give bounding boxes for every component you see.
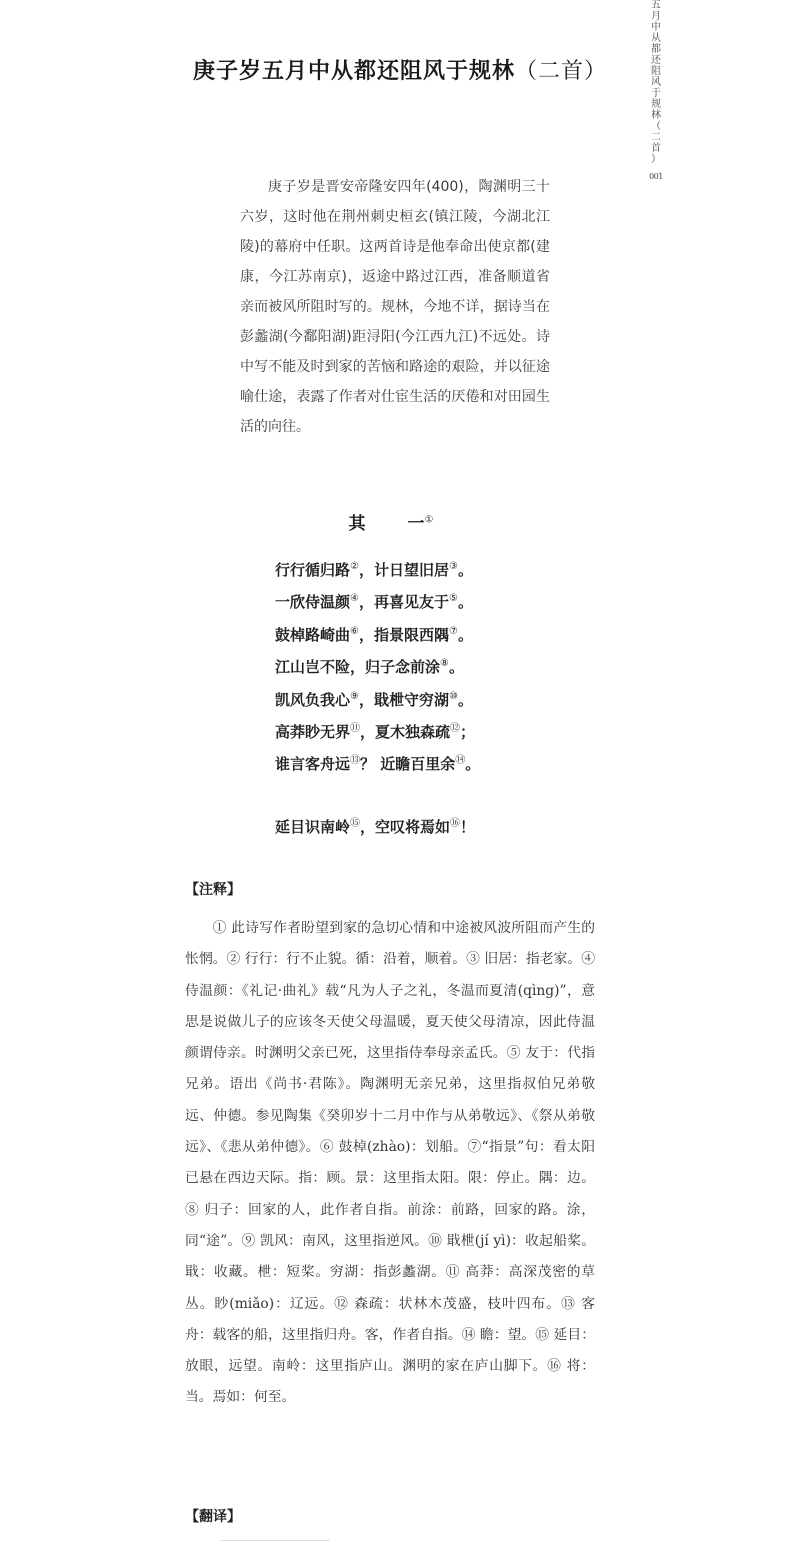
poem-text: ，戢枻守穷湖 — [358, 690, 449, 709]
running-header — [648, 0, 664, 182]
running-header-char: 从 — [651, 33, 661, 44]
poem-heading-char-2: 一 — [407, 514, 425, 534]
notes-section — [185, 913, 595, 1414]
poem-punct: 。 — [465, 755, 481, 774]
running-header-char: （ — [651, 121, 661, 132]
poem-text: 鼓棹路崎曲 — [275, 625, 351, 644]
poem-line — [275, 716, 480, 748]
running-header-char: 五 — [651, 0, 661, 11]
poem-text: 江山岂不险，归子念前涂 — [275, 658, 441, 677]
running-header-char: 林 — [651, 110, 661, 121]
title-text: 庚子岁五月中从都还阻风于规林 — [192, 59, 515, 84]
poem-line — [275, 651, 480, 683]
running-header-char: 二 — [651, 132, 661, 143]
running-header-char: 都 — [651, 44, 661, 55]
footnote-ref: ② — [350, 561, 359, 572]
footnote-ref: ③ — [449, 561, 458, 572]
title-paren: （二首） — [515, 59, 608, 84]
poem-line — [275, 811, 480, 843]
poem-text: 延目识南岭 — [275, 817, 351, 836]
poem-line — [275, 586, 480, 618]
poem-text: ，夏木独森疏 — [360, 722, 451, 741]
running-header-char: 月 — [651, 11, 661, 22]
page-number: 001 — [649, 172, 663, 181]
running-header-char: 还 — [651, 55, 661, 66]
footnote-ref: ⑯ — [450, 817, 461, 829]
poem-text: ，空叹将焉如 — [360, 817, 451, 836]
footnote-ref: ⑥ — [350, 625, 359, 637]
translation-label: 【翻译】 — [185, 1509, 241, 1525]
poem-line — [275, 619, 480, 651]
notes-label: 【注释】 — [185, 882, 241, 898]
footnote-ref: ⑭ — [455, 755, 466, 767]
poem-text: ，再喜见友于 — [358, 593, 449, 612]
intro-paragraph — [240, 172, 550, 442]
running-header-char: 于 — [651, 88, 661, 99]
poem-line — [275, 748, 480, 780]
poem-line — [275, 684, 480, 716]
page-title — [0, 54, 800, 85]
footnote-ref: ⑮ — [350, 817, 361, 829]
footnote-ref: ⑧ — [440, 658, 449, 670]
poem-punct: 。 — [457, 593, 473, 612]
footnote-ref: ⑨ — [350, 690, 359, 702]
running-header-char: 中 — [651, 22, 661, 33]
poem-body — [275, 554, 480, 843]
footnote-ref: ⑪ — [350, 722, 361, 734]
running-header-char: 首 — [651, 143, 661, 154]
footnote-ref: ① — [424, 514, 434, 526]
running-header-char: 风 — [651, 77, 661, 88]
poem-text: ？ 近瞻百里余 — [360, 755, 456, 774]
footnote-ref: ⑤ — [449, 593, 458, 605]
poem-punct: ！ — [460, 817, 476, 836]
poem-line — [275, 554, 480, 586]
running-header-char: 规 — [651, 99, 661, 110]
poem-punct: 。 — [457, 690, 473, 709]
footnote-ref: ⑬ — [350, 755, 361, 767]
poem-text: 。 — [448, 658, 464, 677]
running-header-char: 阻 — [651, 66, 661, 77]
footnote-ref: ⑩ — [449, 690, 458, 702]
poem-text: 谁言客舟远 — [275, 755, 351, 774]
divider — [220, 1540, 330, 1541]
notes-text: ① 此诗写作者盼望到家的急切心情和中途被风波所阻而产生的怅惘。② 行行：行不止貌。循：沿着，顺着。③ 旧居：指老家。④ 侍温颜：《礼记·曲礼》载“凡为人子之礼，冬温而夏清(qìng)”，意思是说做儿子的应该冬天使父母温暖，夏天使父母清凉，因此侍温颜谓侍亲。时渊明父亲已死，这里指侍奉母亲孟氏。⑤ 友于：代指兄弟。语出《尚书·君陈》。陶渊明无亲兄弟，这里指叔伯兄弟敬远、仲德。参见陶集《癸卯岁十二月中作与从弟敬远》、《祭从弟敬远》、《悲从弟仲德》。⑥ 鼓棹(zhào)：划船。⑦“指景”句：看太阳已悬在西边天际。指：顾。景：这里指太阳。限：停止。隅：边。⑧ 归子：回家的人，此作者自指。前涂：前路，回家的路。涂，同“途”。⑨ 凯风：南风，这里指逆风。⑩ 戢枻(jí yì)：收起船桨。戢：收藏。枻：短桨。穷湖：指彭蠡湖。⑪ 高莽：高深茂密的草丛。眇(miǎo)：辽远。⑫ 森疏：状林木茂盛，枝叶四布。⑬ 客舟：载客的船，这里指归舟。客，作者自指。⑭ 瞻：望。⑮ 延目：放眼，远望。南岭：这里指庐山。渊明的家在庐山脚下。⑯ 将：当。焉如：何至。 — [185, 920, 596, 1406]
poem-punct: 。 — [457, 625, 473, 644]
poem-text: 高莽眇无界 — [275, 722, 351, 741]
poem-heading-char-1: 其 — [348, 514, 366, 534]
footnote-ref: ⑫ — [450, 722, 461, 734]
footnote-ref: ④ — [350, 593, 359, 605]
running-header-char: ） — [651, 154, 661, 165]
intro-text: 庚子岁是晋安帝隆安四年(400)，陶渊明三十六岁，这时他在荆州刺史桓玄(镇江陵，今湖北江陵)的幕府中任职。这两首诗是他奉命出使京都(建康，今江苏南京)，返途中路过江西，准备顺道省亲而被风所阻时写的。规林，今地不详，据诗当在彭蠡湖(今鄱阳湖)距浔阳(今江西九江)不远处。诗中写不能及时到家的苦恼和路途的艰险，并以征途喻仕途，表露了作者对仕宦生活的厌倦和对田园生活的向往。 — [240, 179, 550, 435]
poem-punct: 。 — [457, 561, 473, 579]
footnote-ref: ⑦ — [449, 625, 458, 637]
poem-text: 凯风负我心 — [275, 690, 351, 709]
poem-text: 行行循归路 — [275, 561, 351, 579]
poem-punct: ； — [460, 722, 476, 741]
poem-text: 一欣侍温颜 — [275, 593, 351, 612]
poem-text: ，计日望旧居 — [358, 561, 449, 579]
poem-text: ，指景限西隅 — [358, 625, 449, 644]
poem-heading — [0, 509, 782, 534]
